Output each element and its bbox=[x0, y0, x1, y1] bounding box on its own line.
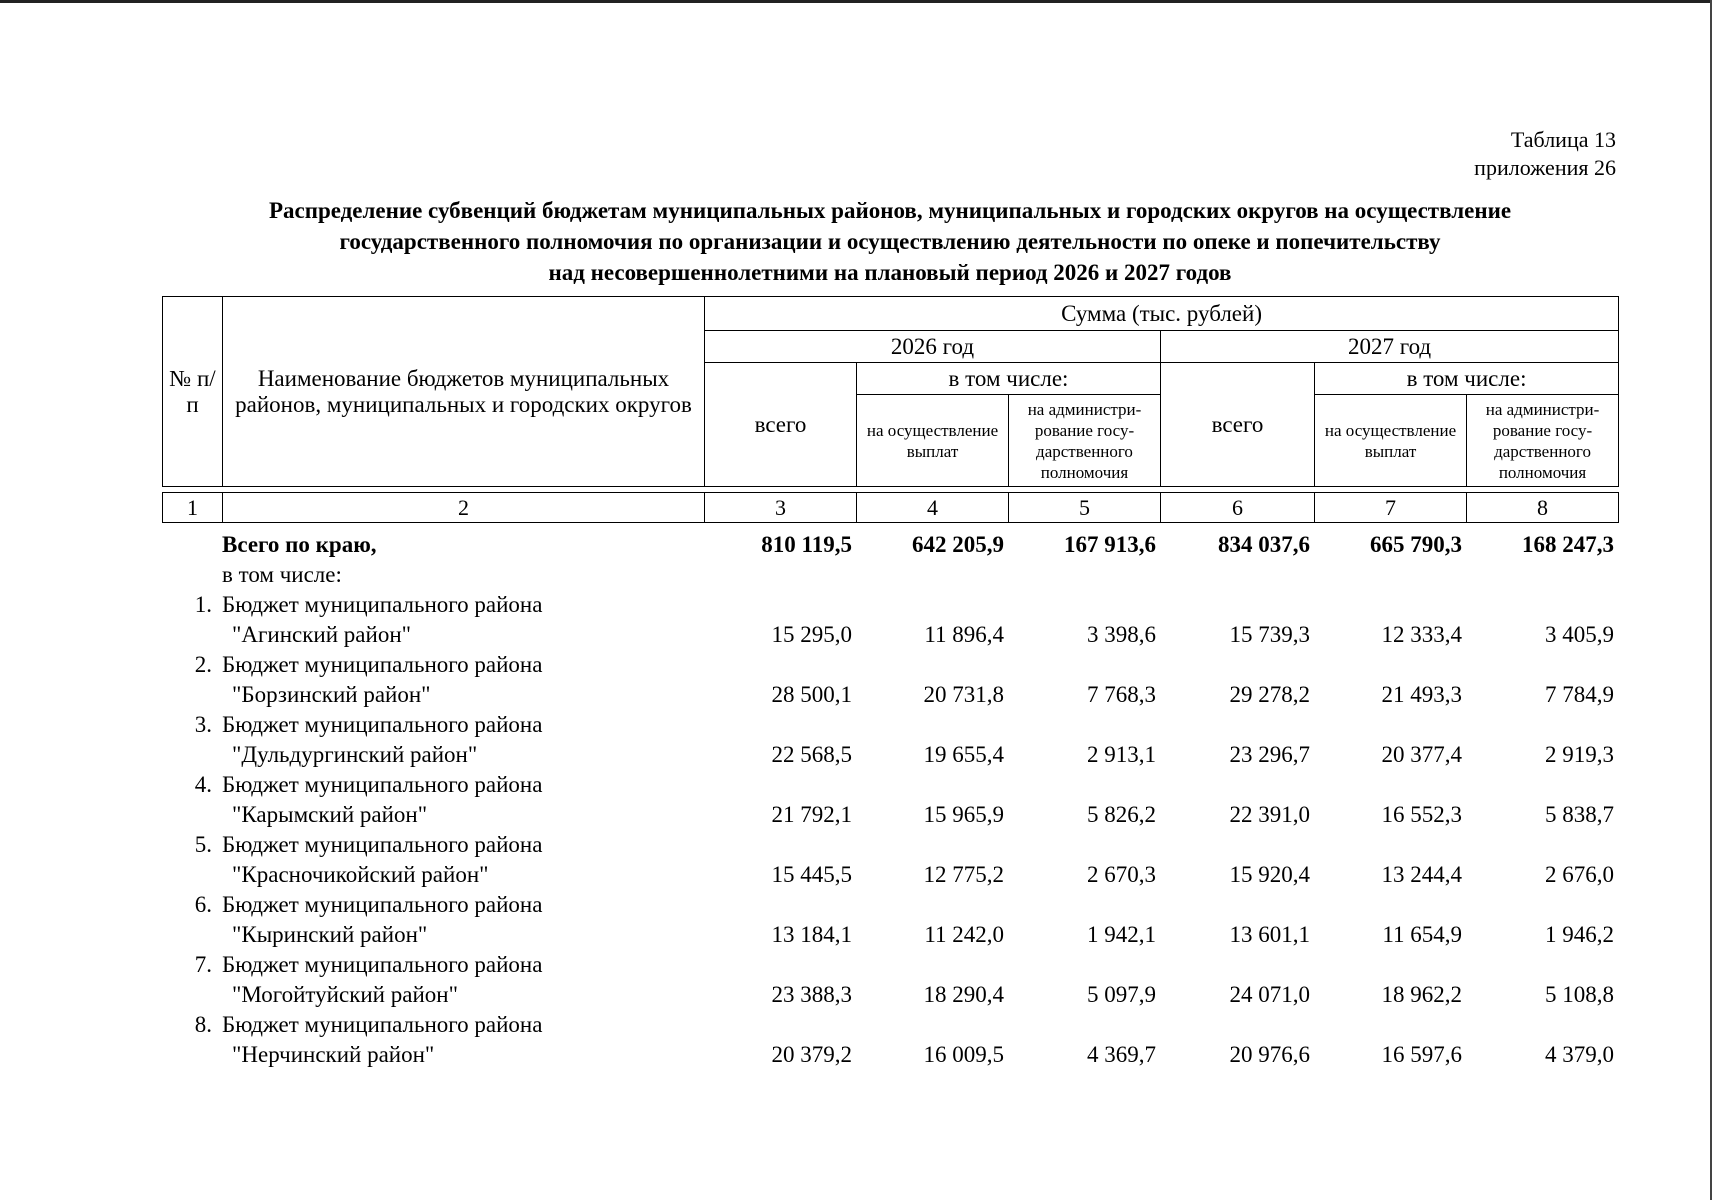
row-value: 3 398,6 bbox=[1087, 622, 1156, 647]
row-value: 16 597,6 bbox=[1381, 1042, 1462, 1067]
row-value: 2 670,3 bbox=[1087, 862, 1156, 887]
table-row bbox=[162, 770, 1618, 830]
row-value: 18 290,4 bbox=[923, 982, 1004, 1007]
column-number: 2 bbox=[223, 493, 705, 523]
total-value: 167 913,6 bbox=[1064, 532, 1156, 557]
budget-name-line-2: "Дульдургинский район" bbox=[232, 742, 478, 767]
row-value: 20 377,4 bbox=[1381, 742, 1462, 767]
budget-name-line-1: Бюджет муниципального района bbox=[222, 712, 543, 737]
budget-name-line-1: Бюджет муниципального района bbox=[222, 592, 543, 617]
row-budget-name bbox=[222, 710, 704, 770]
total-value: 665 790,3 bbox=[1370, 532, 1462, 557]
header-admin-2027: на администри-рование госу-дарственного полномочия bbox=[1467, 395, 1619, 487]
row-value: 15 920,4 bbox=[1229, 862, 1310, 887]
header-num: № п/п bbox=[163, 297, 223, 487]
header-admin-2026: на администри-рование госу-дарственного полномочия bbox=[1009, 395, 1161, 487]
header-total-2026: всего bbox=[705, 363, 857, 487]
row-value: 2 919,3 bbox=[1545, 742, 1614, 767]
row-value: 15 445,5 bbox=[771, 862, 852, 887]
budget-name-line-1: Бюджет муниципального района bbox=[222, 952, 543, 977]
budget-name-line-2: "Кыринский район" bbox=[232, 922, 428, 947]
column-number: 6 bbox=[1161, 493, 1315, 523]
row-value: 4 369,7 bbox=[1087, 1042, 1156, 1067]
budget-name-line-1: Бюджет муниципального района bbox=[222, 892, 543, 917]
top-border-line bbox=[0, 0, 1712, 3]
total-value: 834 037,6 bbox=[1218, 532, 1310, 557]
row-value: 12 333,4 bbox=[1381, 622, 1462, 647]
column-number: 1 bbox=[163, 493, 223, 523]
table-row bbox=[162, 830, 1618, 890]
row-budget-name bbox=[222, 830, 704, 890]
row-value: 4 379,0 bbox=[1545, 1042, 1614, 1067]
table-row bbox=[162, 590, 1618, 650]
row-value: 24 071,0 bbox=[1229, 982, 1310, 1007]
table-row bbox=[162, 710, 1618, 770]
column-number-row bbox=[163, 493, 1619, 523]
table-row bbox=[162, 650, 1618, 710]
including-label: в том числе: bbox=[222, 562, 342, 587]
table-header bbox=[162, 296, 1619, 523]
header-payments-2027: на осуществление выплат bbox=[1315, 395, 1467, 487]
row-budget-name bbox=[222, 770, 704, 830]
row-value: 22 568,5 bbox=[771, 742, 852, 767]
total-label: Всего по краю, bbox=[222, 532, 377, 557]
header-name: Наименование бюджетов муниципальных районов, муниципальных и городских округов bbox=[223, 297, 705, 487]
row-index: 8. bbox=[194, 1012, 212, 1037]
row-value: 13 184,1 bbox=[771, 922, 852, 947]
row-budget-name bbox=[222, 950, 704, 1010]
header-including-2027: в том числе: bbox=[1315, 363, 1619, 395]
row-value: 15 965,9 bbox=[923, 802, 1004, 827]
table-row bbox=[162, 950, 1618, 1010]
row-value: 29 278,2 bbox=[1229, 682, 1310, 707]
row-index: 5. bbox=[194, 832, 212, 857]
total-value: 168 247,3 bbox=[1522, 532, 1614, 557]
row-value: 15 739,3 bbox=[1229, 622, 1310, 647]
table-body bbox=[162, 530, 1618, 1070]
row-value: 11 896,4 bbox=[924, 622, 1004, 647]
row-value: 15 295,0 bbox=[771, 622, 852, 647]
row-value: 18 962,2 bbox=[1381, 982, 1462, 1007]
row-value: 20 976,6 bbox=[1229, 1042, 1310, 1067]
row-value: 7 784,9 bbox=[1545, 682, 1614, 707]
total-value: 810 119,5 bbox=[761, 532, 852, 557]
row-index: 2. bbox=[194, 652, 212, 677]
row-value: 21 493,3 bbox=[1381, 682, 1462, 707]
row-value: 7 768,3 bbox=[1087, 682, 1156, 707]
title-line-1: Распределение субвенций бюджетам муниципальных районов, муниципальных и городских округов на осуществление bbox=[268, 198, 1512, 223]
row-index: 6. bbox=[194, 892, 212, 917]
row-value: 16 552,3 bbox=[1381, 802, 1462, 827]
row-value: 28 500,1 bbox=[771, 682, 852, 707]
header-year-2027: 2027 год bbox=[1161, 331, 1619, 363]
budget-name-line-2: "Красночикойский район" bbox=[232, 862, 489, 887]
row-value: 5 838,7 bbox=[1545, 802, 1614, 827]
total-row bbox=[162, 530, 1618, 560]
document-title bbox=[150, 195, 1630, 288]
row-value: 5 826,2 bbox=[1087, 802, 1156, 827]
row-budget-name bbox=[222, 1010, 704, 1070]
row-value: 2 676,0 bbox=[1545, 862, 1614, 887]
row-value: 1 946,2 bbox=[1545, 922, 1614, 947]
budget-name-line-2: "Агинский район" bbox=[232, 622, 412, 647]
table-row bbox=[162, 1010, 1618, 1070]
row-value: 19 655,4 bbox=[923, 742, 1004, 767]
row-index: 7. bbox=[194, 952, 212, 977]
row-value: 23 388,3 bbox=[771, 982, 852, 1007]
row-value: 20 731,8 bbox=[923, 682, 1004, 707]
row-index: 4. bbox=[194, 772, 212, 797]
column-number: 8 bbox=[1467, 493, 1619, 523]
budget-name-line-1: Бюджет муниципального района bbox=[222, 772, 543, 797]
row-budget-name bbox=[222, 590, 704, 650]
header-sum: Сумма (тыс. рублей) bbox=[705, 297, 1619, 331]
caption-table-number: Таблица 13 bbox=[1510, 127, 1616, 152]
column-number: 4 bbox=[857, 493, 1009, 523]
row-value: 5 108,8 bbox=[1545, 982, 1614, 1007]
row-value: 12 775,2 bbox=[923, 862, 1004, 887]
caption-appendix: приложения 26 bbox=[1474, 155, 1616, 180]
row-index: 3. bbox=[194, 712, 212, 737]
row-budget-name bbox=[222, 650, 704, 710]
row-value: 1 942,1 bbox=[1087, 922, 1156, 947]
table-row bbox=[162, 890, 1618, 950]
total-value: 642 205,9 bbox=[912, 532, 1004, 557]
budget-name-line-1: Бюджет муниципального района bbox=[222, 832, 543, 857]
budget-name-line-2: "Нерчинский район" bbox=[232, 1042, 435, 1067]
budget-name-line-2: "Могойтуйский район" bbox=[232, 982, 458, 1007]
budget-name-line-1: Бюджет муниципального района bbox=[222, 652, 543, 677]
header-total-2027: всего bbox=[1161, 363, 1315, 487]
row-value: 2 913,1 bbox=[1087, 742, 1156, 767]
budget-name-line-2: "Карымский район" bbox=[232, 802, 428, 827]
header-year-2026: 2026 год bbox=[705, 331, 1161, 363]
row-value: 13 244,4 bbox=[1381, 862, 1462, 887]
header-including-2026: в том числе: bbox=[857, 363, 1161, 395]
row-value: 20 379,2 bbox=[771, 1042, 852, 1067]
column-number: 3 bbox=[705, 493, 857, 523]
title-line-3: над несовершеннолетними на плановый период 2026 и 2027 годов bbox=[548, 260, 1232, 285]
budget-name-line-2: "Борзинский район" bbox=[232, 682, 431, 707]
header-payments-2026: на осуществление выплат bbox=[857, 395, 1009, 487]
subtotal-label-row bbox=[162, 560, 1618, 590]
row-value: 13 601,1 bbox=[1229, 922, 1310, 947]
row-value: 21 792,1 bbox=[771, 802, 852, 827]
table-caption bbox=[1474, 126, 1616, 182]
row-value: 11 242,0 bbox=[924, 922, 1004, 947]
title-line-2: государственного полномочия по организации и осуществлению деятельности по опеке и попечительству bbox=[339, 229, 1441, 254]
row-value: 22 391,0 bbox=[1229, 802, 1310, 827]
column-number: 5 bbox=[1009, 493, 1161, 523]
row-value: 11 654,9 bbox=[1382, 922, 1462, 947]
row-value: 23 296,7 bbox=[1229, 742, 1310, 767]
column-number: 7 bbox=[1315, 493, 1467, 523]
row-value: 5 097,9 bbox=[1087, 982, 1156, 1007]
row-value: 3 405,9 bbox=[1545, 622, 1614, 647]
row-index: 1. bbox=[194, 592, 212, 617]
budget-name-line-1: Бюджет муниципального района bbox=[222, 1012, 543, 1037]
row-value: 16 009,5 bbox=[923, 1042, 1004, 1067]
row-budget-name bbox=[222, 890, 704, 950]
